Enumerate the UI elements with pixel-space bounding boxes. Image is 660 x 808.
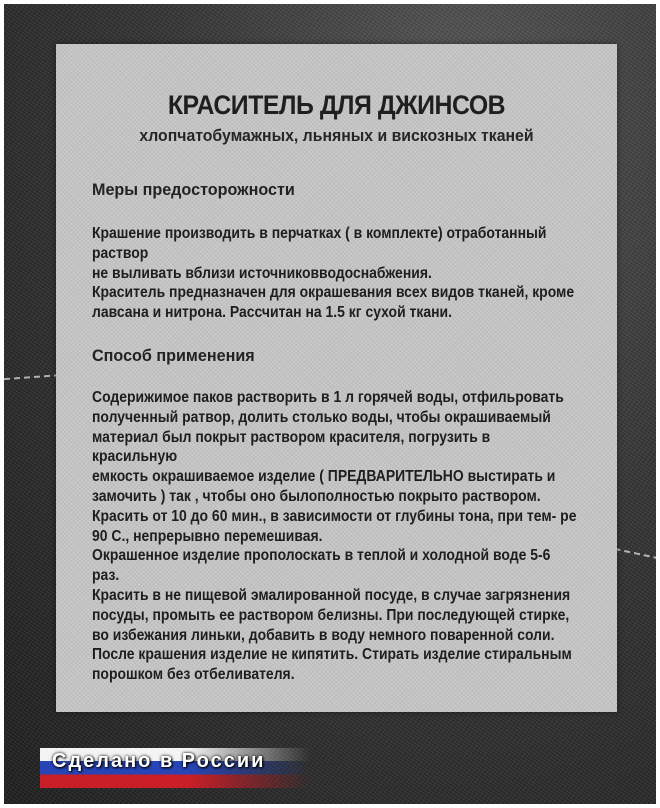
usage-text: Содерижимое паков растворить в 1 л горячей воды, отфильровать полученный ратвор, долить столько воды, чтобы окрашиваемый материал был покрыт раствором красителя, погрузить в красильную емкость окрашиваемое изделие ( ПРЕДВАРИТЕЛЬНО выстирать и замочить ) так , чтобы оно былополностью покрыто раствором. Красить от 10 до 60 мин., в зависимости от глубины тона, при тем- ре 90 С., непрерывно перемешивая. Окрашенное изделие прополоскать в теплой и холодной воде 5-6 раз. Красить в не пищевой эмалированной посуде, в случае загрязнения посуды, промыть ее раствором белизны. При последующей стирке, во избежания линьки, добавить в воду немного поваренной соли. После крашения изделие не кипятить. Стирать изделие стиральным порошком без отбеливателя.	[92, 389, 577, 684]
instruction-label	[56, 44, 617, 712]
stitch-seam	[4, 374, 64, 380]
product-subtitle: хлопчатобумажных, льняных и вискозных тканей	[139, 126, 534, 145]
denim-background	[4, 4, 656, 804]
made-in-russia-label: Сделано в России	[52, 750, 266, 772]
precautions-heading: Меры предосторожности	[92, 180, 295, 199]
usage-heading: Способ применения	[92, 346, 255, 365]
product-title: КРАСИТЕЛЬ ДЛЯ ДЖИНСОВ	[167, 90, 506, 120]
precautions-text: Крашение производить в перчатках ( в комплекте) отработанный раствор не выливать вблизи источниковводоснабжения. Краситель предназначен для окрашевания всех видов тканей, кроме лавсана и нитрона. Рассчитан на 1.5 кг сухой ткани.	[92, 225, 575, 322]
